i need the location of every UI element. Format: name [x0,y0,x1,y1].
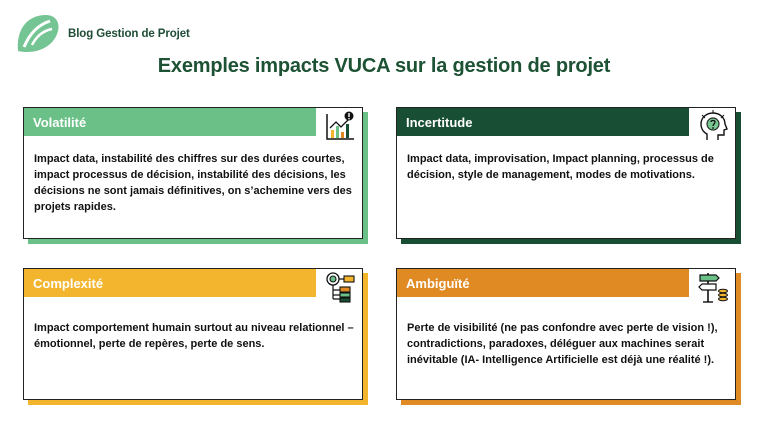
brand-name: Blog Gestion de Projet [68,28,190,40]
card-text: Impact data, improvisation, Impact planning, processus de décision, style de management, modes de motivations. [407,153,714,181]
card-text: Impact comportement humain surtout au niveau relationnel – émotionnel, perte de repères, perte de sens. [34,322,354,350]
network-hierarchy-icon [324,271,356,303]
card-title: Ambiguïté [397,269,689,297]
card-title: Volatilité [24,108,316,136]
card-complexity [23,268,369,406]
card-title: Incertitude [397,108,689,136]
card-volatility [23,107,369,245]
card-text: Perte de visibilité (ne pas confondre avec perte de vision !), contradictions, paradoxes, déléguer aux machines serait inévitable (IA- Intelligence Artificielle est déjà une réalité !). [407,322,718,366]
brand [14,10,190,58]
card-panel [396,107,736,239]
card-text: Impact data, instabilité des chiffres sur des durées courtes, impact processus de décision, instabilité des décisions, les décisions ne sont jamais définitives, on s’achemine vers des projets rapides. [34,153,352,213]
head-question-icon [697,110,729,142]
card-ambiguity [396,268,742,406]
page-title: Exemples impacts VUCA sur la gestion de projet [157,55,611,77]
leaf-logo-icon [14,11,64,57]
signpost-coins-icon [697,271,729,303]
card-panel [23,107,363,239]
card-title: Complexité [24,269,316,297]
card-uncertainty [396,107,742,245]
card-panel [23,268,363,400]
card-panel [396,268,736,400]
bar-chart-alert-icon [324,110,356,142]
